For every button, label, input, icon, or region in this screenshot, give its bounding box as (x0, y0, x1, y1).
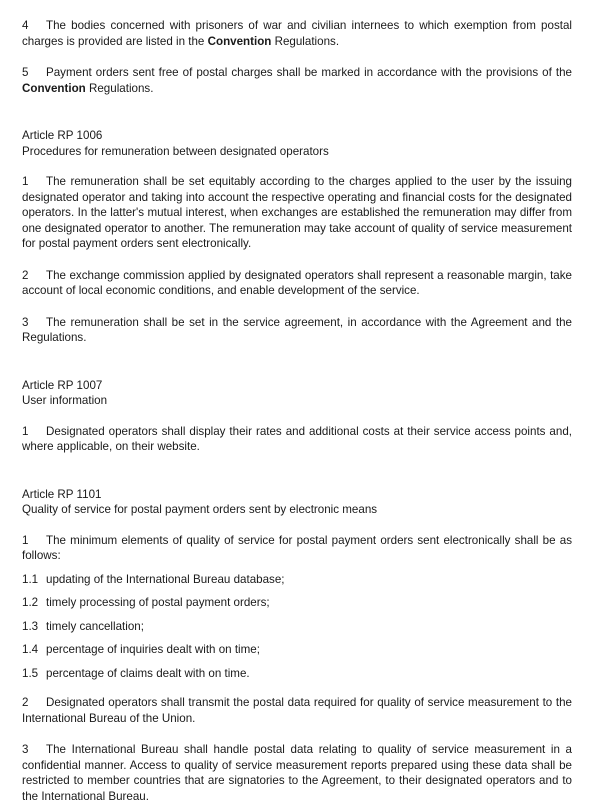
list-item-number: 1.4 (22, 643, 39, 656)
paragraph-number: 3 (22, 315, 29, 329)
list-item (22, 666, 572, 682)
rp1007-paragraph-1 (22, 424, 572, 455)
paragraph-text: Designated operators shall display their rates and additional costs at their service access points and, where applicable, on their website. (22, 424, 572, 453)
paragraph-5 (22, 65, 572, 96)
article-subtitle: User information (22, 394, 108, 407)
list-item-number: 1.3 (22, 619, 39, 633)
article-title: Article RP 1007 (22, 378, 103, 392)
paragraph-text: Regulations. (271, 34, 340, 48)
paragraph-number: 1 (22, 175, 29, 188)
list-item (22, 619, 572, 635)
list-item (22, 642, 572, 658)
rp1006-paragraph-2 (22, 268, 572, 299)
rp1101-paragraph-3 (22, 742, 572, 804)
paragraph-text: Payment orders sent free of postal charges shall be marked in accordance with the provisions of the (46, 66, 572, 79)
list-item-number: 1.5 (22, 666, 39, 680)
list-item-number: 1.2 (22, 596, 39, 609)
article-subtitle: Procedures for remuneration between designated operators (22, 144, 329, 158)
article-rp1006-heading (22, 128, 572, 159)
rp1006-paragraph-3 (22, 315, 572, 346)
paragraph-text: The exchange commission applied by designated operators shall represent a reasonable margin, take account of local economic conditions, and enable development of the service. (22, 268, 572, 297)
paragraph-number: 2 (22, 268, 29, 282)
article-subtitle: Quality of service for postal payment orders sent by electronic means (22, 503, 378, 516)
article-title: Article RP 1101 (22, 487, 102, 501)
rp1101-paragraph-1 (22, 533, 572, 564)
paragraph-text: The International Bureau shall handle postal data relating to quality of service measurement in a confidential manner. Access to quality of service measurement reports prepared using these data shall be restricted to member countries that are signatories to the Agreement, to their designated operators and to the International Bureau. (22, 743, 572, 803)
list-item (22, 572, 572, 588)
list-item-text: percentage of inquiries dealt with on time; (46, 643, 260, 656)
paragraph-number: 1 (22, 533, 29, 547)
bold-term: Convention (22, 81, 86, 95)
quality-elements-list (22, 572, 572, 682)
paragraph-number: 1 (22, 424, 29, 438)
list-item-text: timely cancellation; (46, 619, 144, 633)
paragraph-4 (22, 18, 572, 49)
article-rp1007-heading (22, 378, 572, 409)
article-rp1101-heading (22, 487, 572, 518)
list-item-number: 1.1 (22, 572, 39, 586)
list-item (22, 595, 572, 611)
paragraph-number: 4 (22, 19, 29, 32)
paragraph-text: Designated operators shall transmit the postal data required for quality of service measurement to the International Bureau of the Union. (22, 696, 572, 725)
paragraph-text: Regulations. (85, 81, 154, 95)
paragraph-number: 2 (22, 696, 29, 709)
paragraph-text: The bodies concerned with prisoners of war and civilian internees to which exemption from postal charges is provided are listed in the (22, 19, 572, 48)
paragraph-number: 3 (22, 743, 29, 756)
paragraph-text: The minimum elements of quality of service for postal payment orders sent electronically shall be as follows: (22, 533, 572, 562)
paragraph-number: 5 (22, 66, 29, 79)
list-item-text: timely processing of postal payment orders; (46, 596, 270, 609)
bold-term: Convention (207, 34, 272, 48)
paragraph-text: The remuneration shall be set in the service agreement, in accordance with the Agreement and the Regulations. (22, 315, 572, 344)
list-item-text: percentage of claims dealt with on time. (46, 666, 250, 680)
article-title: Article RP 1006 (22, 129, 103, 142)
paragraph-text: The remuneration shall be set equitably according to the charges applied to the user by the issuing designated operator and taking into account the respective operating and financial costs for the designated operators. In the latter's mutual interest, when exchanges are established the remuneration may differ from one designated operator to another. The remuneration may take account of quality of service measurement for postal payment orders sent electronically. (22, 175, 572, 250)
list-item-text: updating of the International Bureau database; (46, 572, 285, 586)
rp1006-paragraph-1 (22, 174, 572, 252)
rp1101-paragraph-2 (22, 695, 572, 726)
